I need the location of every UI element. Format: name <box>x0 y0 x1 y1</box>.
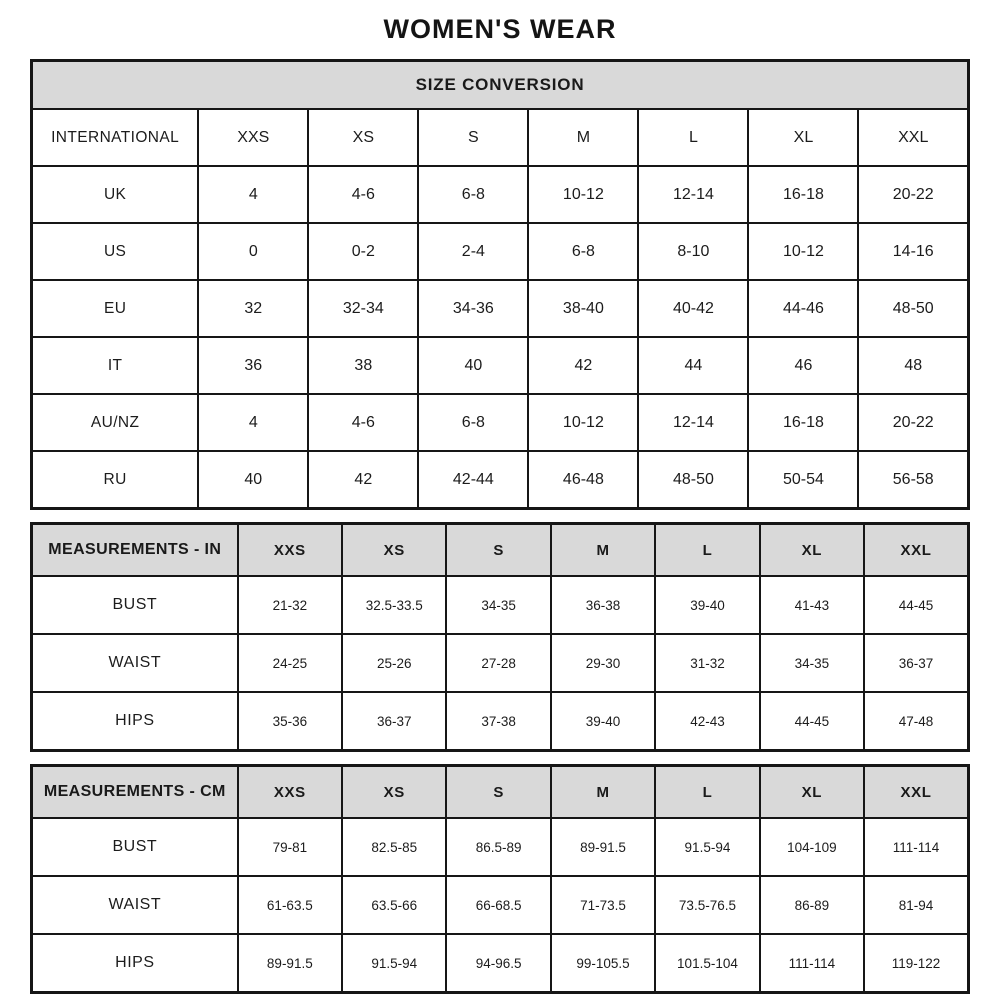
measurements-cm-body <box>32 818 969 993</box>
value-cell: 36 <box>198 337 308 394</box>
value-cell: 86.5-89 <box>446 818 550 876</box>
value-cell: 42 <box>308 451 418 509</box>
value-cell: 4 <box>198 166 308 223</box>
value-cell: 16-18 <box>748 394 858 451</box>
value-cell: 39-40 <box>551 692 655 751</box>
page-title: WOMEN'S WEAR <box>383 14 617 44</box>
size-column-header: XL <box>760 766 864 819</box>
size-column-header: XL <box>760 524 864 577</box>
size-column-header: XXL <box>864 766 968 819</box>
value-cell: 91.5-94 <box>655 818 759 876</box>
row-label-cell: BUST <box>32 818 238 876</box>
value-cell: 21-32 <box>238 576 342 634</box>
value-cell: 61-63.5 <box>238 876 342 934</box>
value-cell: 48-50 <box>858 280 968 337</box>
value-cell: 34-35 <box>446 576 550 634</box>
value-cell: 86-89 <box>760 876 864 934</box>
value-cell: 111-114 <box>760 934 864 993</box>
row-label-cell: INTERNATIONAL <box>32 109 199 166</box>
table-row <box>32 451 969 509</box>
value-cell: 48-50 <box>638 451 748 509</box>
value-cell: 38-40 <box>528 280 638 337</box>
value-cell: 35-36 <box>238 692 342 751</box>
size-conversion-body <box>32 109 969 509</box>
table-row <box>32 818 969 876</box>
value-cell: 4-6 <box>308 394 418 451</box>
value-cell: 42 <box>528 337 638 394</box>
measurements-cm-header-row <box>32 766 969 819</box>
value-cell: 66-68.5 <box>446 876 550 934</box>
size-column-header: M <box>551 766 655 819</box>
table-row <box>32 876 969 934</box>
size-conversion-table <box>30 59 970 510</box>
table-row <box>32 337 969 394</box>
value-cell: M <box>528 109 638 166</box>
value-cell: 41-43 <box>760 576 864 634</box>
value-cell: 12-14 <box>638 166 748 223</box>
table-row <box>32 109 969 166</box>
value-cell: 44-45 <box>864 576 968 634</box>
size-column-header: L <box>655 766 759 819</box>
row-label-cell: IT <box>32 337 199 394</box>
size-column-header: XS <box>342 766 446 819</box>
row-label-cell: WAIST <box>32 876 238 934</box>
value-cell: 25-26 <box>342 634 446 692</box>
value-cell: 73.5-76.5 <box>655 876 759 934</box>
value-cell: 44 <box>638 337 748 394</box>
value-cell: 111-114 <box>864 818 968 876</box>
measurements-cm-head <box>32 766 969 819</box>
value-cell: 29-30 <box>551 634 655 692</box>
value-cell: 4-6 <box>308 166 418 223</box>
value-cell: 79-81 <box>238 818 342 876</box>
size-column-header: XXS <box>238 766 342 819</box>
value-cell: 36-37 <box>342 692 446 751</box>
value-cell: 10-12 <box>528 166 638 223</box>
value-cell: 24-25 <box>238 634 342 692</box>
size-column-header: M <box>551 524 655 577</box>
value-cell: 32.5-33.5 <box>342 576 446 634</box>
value-cell: 40 <box>198 451 308 509</box>
value-cell: 44-46 <box>748 280 858 337</box>
value-cell: 89-91.5 <box>551 818 655 876</box>
value-cell: 32-34 <box>308 280 418 337</box>
value-cell: 0-2 <box>308 223 418 280</box>
measurements-cm-table <box>30 764 970 994</box>
value-cell: 89-91.5 <box>238 934 342 993</box>
value-cell: 119-122 <box>864 934 968 993</box>
row-label-cell: HIPS <box>32 934 238 993</box>
row-label-cell: RU <box>32 451 199 509</box>
value-cell: 2-4 <box>418 223 528 280</box>
value-cell: 6-8 <box>528 223 638 280</box>
table-row <box>32 166 969 223</box>
table-row <box>32 223 969 280</box>
value-cell: 14-16 <box>858 223 968 280</box>
value-cell: 44-45 <box>760 692 864 751</box>
value-cell: 10-12 <box>528 394 638 451</box>
size-conversion-banner: SIZE CONVERSION <box>32 61 969 110</box>
value-cell: 82.5-85 <box>342 818 446 876</box>
value-cell: 42-44 <box>418 451 528 509</box>
value-cell: 40-42 <box>638 280 748 337</box>
value-cell: 46 <box>748 337 858 394</box>
table-row <box>32 692 969 751</box>
value-cell: 4 <box>198 394 308 451</box>
row-label-cell: US <box>32 223 199 280</box>
value-cell: 20-22 <box>858 394 968 451</box>
value-cell: XXS <box>198 109 308 166</box>
size-conversion-head <box>32 61 969 110</box>
value-cell: XS <box>308 109 418 166</box>
value-cell: 47-48 <box>864 692 968 751</box>
size-column-header: XXL <box>864 524 968 577</box>
value-cell: 34-35 <box>760 634 864 692</box>
value-cell: 104-109 <box>760 818 864 876</box>
value-cell: 48 <box>858 337 968 394</box>
measurements-in-table <box>30 522 970 752</box>
size-conversion-banner-row <box>32 61 969 110</box>
value-cell: 27-28 <box>446 634 550 692</box>
value-cell: 94-96.5 <box>446 934 550 993</box>
value-cell: 56-58 <box>858 451 968 509</box>
value-cell: 6-8 <box>418 394 528 451</box>
value-cell: 20-22 <box>858 166 968 223</box>
value-cell: XXL <box>858 109 968 166</box>
table-title-cell: MEASUREMENTS - IN <box>32 524 238 577</box>
value-cell: 32 <box>198 280 308 337</box>
value-cell: 37-38 <box>446 692 550 751</box>
value-cell: 12-14 <box>638 394 748 451</box>
value-cell: 10-12 <box>748 223 858 280</box>
size-column-header: XS <box>342 524 446 577</box>
row-label-cell: HIPS <box>32 692 238 751</box>
value-cell: 40 <box>418 337 528 394</box>
size-column-header: S <box>446 524 550 577</box>
value-cell: 81-94 <box>864 876 968 934</box>
size-column-header: S <box>446 766 550 819</box>
measurements-in-header-row <box>32 524 969 577</box>
value-cell: 42-43 <box>655 692 759 751</box>
value-cell: 38 <box>308 337 418 394</box>
table-title-cell: MEASUREMENTS - CM <box>32 766 238 819</box>
measurements-in-head <box>32 524 969 577</box>
value-cell: 101.5-104 <box>655 934 759 993</box>
value-cell: 8-10 <box>638 223 748 280</box>
value-cell: 46-48 <box>528 451 638 509</box>
value-cell: 36-38 <box>551 576 655 634</box>
table-row <box>32 576 969 634</box>
value-cell: 71-73.5 <box>551 876 655 934</box>
value-cell: 0 <box>198 223 308 280</box>
value-cell: 6-8 <box>418 166 528 223</box>
size-column-header: L <box>655 524 759 577</box>
row-label-cell: BUST <box>32 576 238 634</box>
size-column-header: XXS <box>238 524 342 577</box>
value-cell: 16-18 <box>748 166 858 223</box>
value-cell: 34-36 <box>418 280 528 337</box>
measurements-in-body <box>32 576 969 751</box>
table-row <box>32 280 969 337</box>
row-label-cell: WAIST <box>32 634 238 692</box>
value-cell: 36-37 <box>864 634 968 692</box>
value-cell: 99-105.5 <box>551 934 655 993</box>
value-cell: 91.5-94 <box>342 934 446 993</box>
row-label-cell: AU/NZ <box>32 394 199 451</box>
value-cell: XL <box>748 109 858 166</box>
value-cell: S <box>418 109 528 166</box>
table-row <box>32 634 969 692</box>
row-label-cell: EU <box>32 280 199 337</box>
value-cell: 50-54 <box>748 451 858 509</box>
table-row <box>32 394 969 451</box>
value-cell: 39-40 <box>655 576 759 634</box>
value-cell: L <box>638 109 748 166</box>
value-cell: 63.5-66 <box>342 876 446 934</box>
row-label-cell: UK <box>32 166 199 223</box>
value-cell: 31-32 <box>655 634 759 692</box>
table-row <box>32 934 969 993</box>
